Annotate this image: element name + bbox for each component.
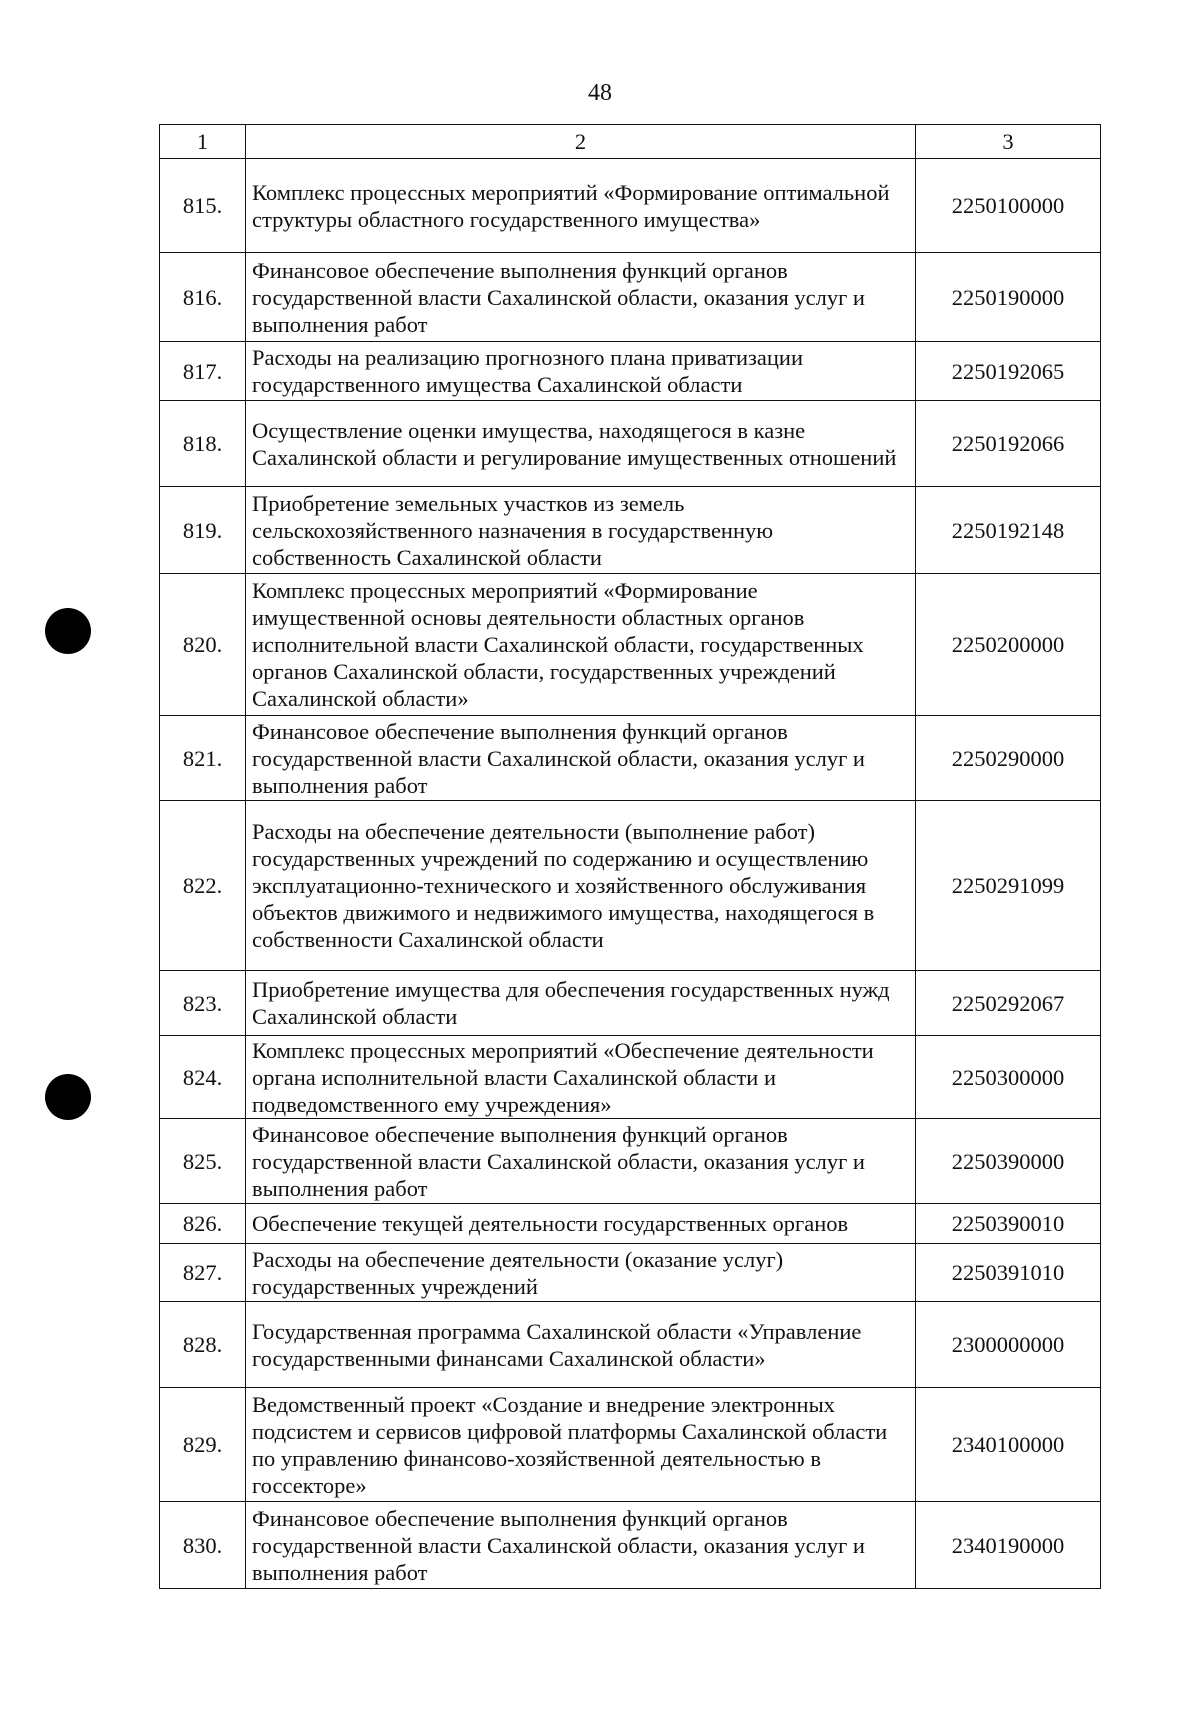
row-code: 2250292067 (916, 971, 1101, 1036)
row-number: 824. (160, 1036, 246, 1119)
table-row (160, 253, 1101, 342)
table-row (160, 342, 1101, 401)
row-number: 819. (160, 487, 246, 574)
row-code: 2340100000 (916, 1388, 1101, 1502)
row-description: Приобретение имущества для обеспечения государственных нужд Сахалинской области (246, 971, 916, 1036)
row-number: 830. (160, 1502, 246, 1589)
row-description: Комплекс процессных мероприятий «Формирование оптимальной структуры областного государственного имущества» (246, 159, 916, 253)
row-code: 2250192065 (916, 342, 1101, 401)
table-row (160, 1302, 1101, 1388)
table-header-row (160, 125, 1101, 159)
row-number: 821. (160, 716, 246, 801)
row-description: Расходы на обеспечение деятельности (выполнение работ) государственных учреждений по содержанию и осуществлению эксплуатационно-технического и хозяйственного обслуживания объектов движимого и недвижимого имущества, находящегося в собственности Сахалинской области (246, 801, 916, 971)
row-description: Финансовое обеспечение выполнения функций органов государственной власти Сахалинской области, оказания услуг и выполнения работ (246, 253, 916, 342)
table-row (160, 401, 1101, 487)
table-row (160, 1388, 1101, 1502)
table-row (160, 1502, 1101, 1589)
row-description: Комплекс процессных мероприятий «Обеспечение деятельности органа исполнительной власти Сахалинской области и подведомственного ему учреждения» (246, 1036, 916, 1119)
row-code: 2250300000 (916, 1036, 1101, 1119)
row-code: 2340190000 (916, 1502, 1101, 1589)
row-number: 825. (160, 1119, 246, 1204)
row-code: 2250200000 (916, 574, 1101, 716)
row-description: Ведомственный проект «Создание и внедрение электронных подсистем и сервисов цифровой платформы Сахалинской области по управлению финансово-хозяйственной деятельностью в госсекторе» (246, 1388, 916, 1502)
row-description: Приобретение земельных участков из земель сельскохозяйственного назначения в государственную собственность Сахалинской области (246, 487, 916, 574)
punch-hole-mark (45, 1074, 91, 1120)
row-number: 827. (160, 1244, 246, 1302)
row-code: 2250290000 (916, 716, 1101, 801)
row-code: 2250190000 (916, 253, 1101, 342)
row-number: 822. (160, 801, 246, 971)
row-code: 2250100000 (916, 159, 1101, 253)
row-code: 2250391010 (916, 1244, 1101, 1302)
row-description: Финансовое обеспечение выполнения функций органов государственной власти Сахалинской области, оказания услуг и выполнения работ (246, 1502, 916, 1589)
row-code: 2300000000 (916, 1302, 1101, 1388)
table-row (160, 801, 1101, 971)
row-number: 823. (160, 971, 246, 1036)
row-number: 818. (160, 401, 246, 487)
row-number: 820. (160, 574, 246, 716)
row-description: Расходы на реализацию прогнозного плана приватизации государственного имущества Сахалинской области (246, 342, 916, 401)
budget-code-table (159, 124, 1101, 1589)
punch-hole-mark (45, 608, 91, 654)
row-description: Комплекс процессных мероприятий «Формирование имущественной основы деятельности областных органов исполнительной власти Сахалинской области, государственных органов Сахалинской области, государственных учреждений Сахалинской области» (246, 574, 916, 716)
table-row (160, 1204, 1101, 1244)
table-row (160, 487, 1101, 574)
row-code: 2250390010 (916, 1204, 1101, 1244)
column-header-description: 2 (246, 125, 916, 159)
table-row (160, 1119, 1101, 1204)
table-row (160, 1036, 1101, 1119)
table-row (160, 159, 1101, 253)
row-description: Расходы на обеспечение деятельности (оказание услуг) государственных учреждений (246, 1244, 916, 1302)
table-row (160, 971, 1101, 1036)
row-number: 828. (160, 1302, 246, 1388)
table-row (160, 1244, 1101, 1302)
table-row (160, 574, 1101, 716)
row-number: 826. (160, 1204, 246, 1244)
row-code: 2250192066 (916, 401, 1101, 487)
row-code: 2250291099 (916, 801, 1101, 971)
row-code: 2250390000 (916, 1119, 1101, 1204)
row-description: Финансовое обеспечение выполнения функций органов государственной власти Сахалинской области, оказания услуг и выполнения работ (246, 716, 916, 801)
page-number: 48 (588, 80, 612, 106)
table-row (160, 716, 1101, 801)
row-description: Обеспечение текущей деятельности государственных органов (246, 1204, 916, 1244)
row-code: 2250192148 (916, 487, 1101, 574)
row-description: Финансовое обеспечение выполнения функций органов государственной власти Сахалинской области, оказания услуг и выполнения работ (246, 1119, 916, 1204)
row-number: 829. (160, 1388, 246, 1502)
row-number: 816. (160, 253, 246, 342)
column-header-code: 3 (916, 125, 1101, 159)
row-number: 815. (160, 159, 246, 253)
row-description: Осуществление оценки имущества, находящегося в казне Сахалинской области и регулирование имущественных отношений (246, 401, 916, 487)
row-description: Государственная программа Сахалинской области «Управление государственными финансами Сахалинской области» (246, 1302, 916, 1388)
column-header-number: 1 (160, 125, 246, 159)
row-number: 817. (160, 342, 246, 401)
